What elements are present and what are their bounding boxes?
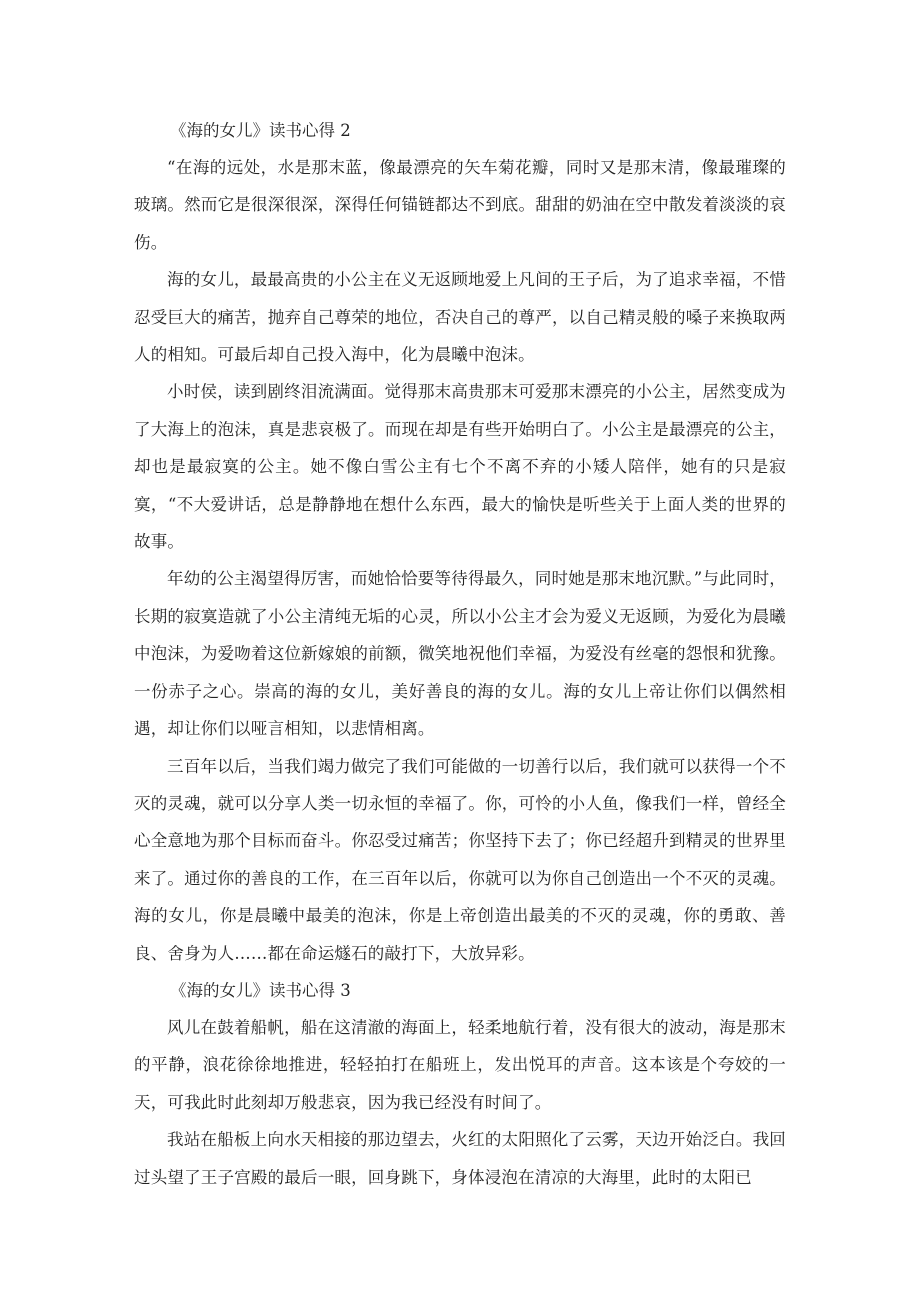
- paragraph: 三百年以后，当我们竭力做完了我们可能做的一切善行以后，我们就可以获得一个不灭的灵魂，就可以分享人类一切永恒的幸福了。你，可怜的小人鱼，像我们一样，曾经全心全意地为那个目标而奋斗。你忍受过痛苦；你坚持下去了；你已经超升到精灵的世界里来了。通过你的善良的工作，在三百年以后，你就可以为你自己创造出一个不灭的灵魂。海的女儿，你是晨曦中最美的泡沫，你是上帝创造出最美的不灭的灵魂，你的勇敢、善良、舍身为人……都在命运燧石的敲打下，大放异彩。: [134, 756, 786, 963]
- paragraph: 小时侯，读到剧终泪流满面。觉得那末高贵那末可爱那末漂亮的小公主，居然变成为了大海上的泡沫，真是悲哀极了。而现在却是有些开始明白了。小公主是最漂亮的公主，却也是最寂寞的公主。她不像白雪公主有七个不离不弃的小矮人陪伴，她有的只是寂寞，“不大爱讲话，总是静静地在想什么东西，最大的愉快是听些关于上面人类的世界的故事。: [134, 382, 786, 552]
- paragraph: 年幼的公主渴望得厉害，而她恰恰要等待得最久，同时她是那末地沉默。”与此同时，长期的寂寞造就了小公主清纯无垢的心灵，所以小公主才会为爱义无返顾，为爱化为晨曦中泡沫，为爱吻着这位新嫁娘的前额，微笑地祝他们幸福，为爱没有丝毫的怨恨和犹豫。一份赤子之心。崇高的海的女儿，美好善良的海的女儿。海的女儿上帝让你们以偶然相遇，却让你们以哑言相知，以悲情相离。: [134, 569, 786, 739]
- paragraph: 海的女儿，最最高贵的小公主在义无返顾地爱上凡间的王子后，为了追求幸福，不惜忍受巨大的痛苦，抛弃自己尊荣的地位，否决自己的尊严，以自己精灵般的嗓子来换取两人的相知。可最后却自己投入海中，化为晨曦中泡沫。: [134, 270, 786, 365]
- paragraph: “在海的远处，水是那末蓝，像最漂亮的矢车菊花瓣，同时又是那末清，像最璀璨的玻璃。然而它是很深很深，深得任何锚链都达不到底。甜甜的奶油在空中散发着淡淡的哀伤。: [134, 158, 786, 252]
- paragraph: 我站在船板上向水天相接的那边望去，火红的太阳照化了云雾，天边开始泛白。我回过头望了王子宫殿的最后一眼，回身跳下，身体浸泡在清凉的大海里，此时的太阳已: [134, 1130, 786, 1187]
- section-heading: 《海的女儿》读书心得 3: [170, 980, 351, 1000]
- document-page: [134, 112, 786, 1196]
- paragraph: 风儿在鼓着船帆，船在这清澈的海面上，轻柔地航行着，没有很大的波动，海是那末的平静，浪花徐徐地推进，轻轻拍打在船班上，发出悦耳的声音。这本该是个夸姣的一天，可我此时此刻却万般悲哀，因为我已经没有时间了。: [134, 1017, 786, 1112]
- section-heading: 《海的女儿》读书心得 2: [170, 121, 351, 140]
